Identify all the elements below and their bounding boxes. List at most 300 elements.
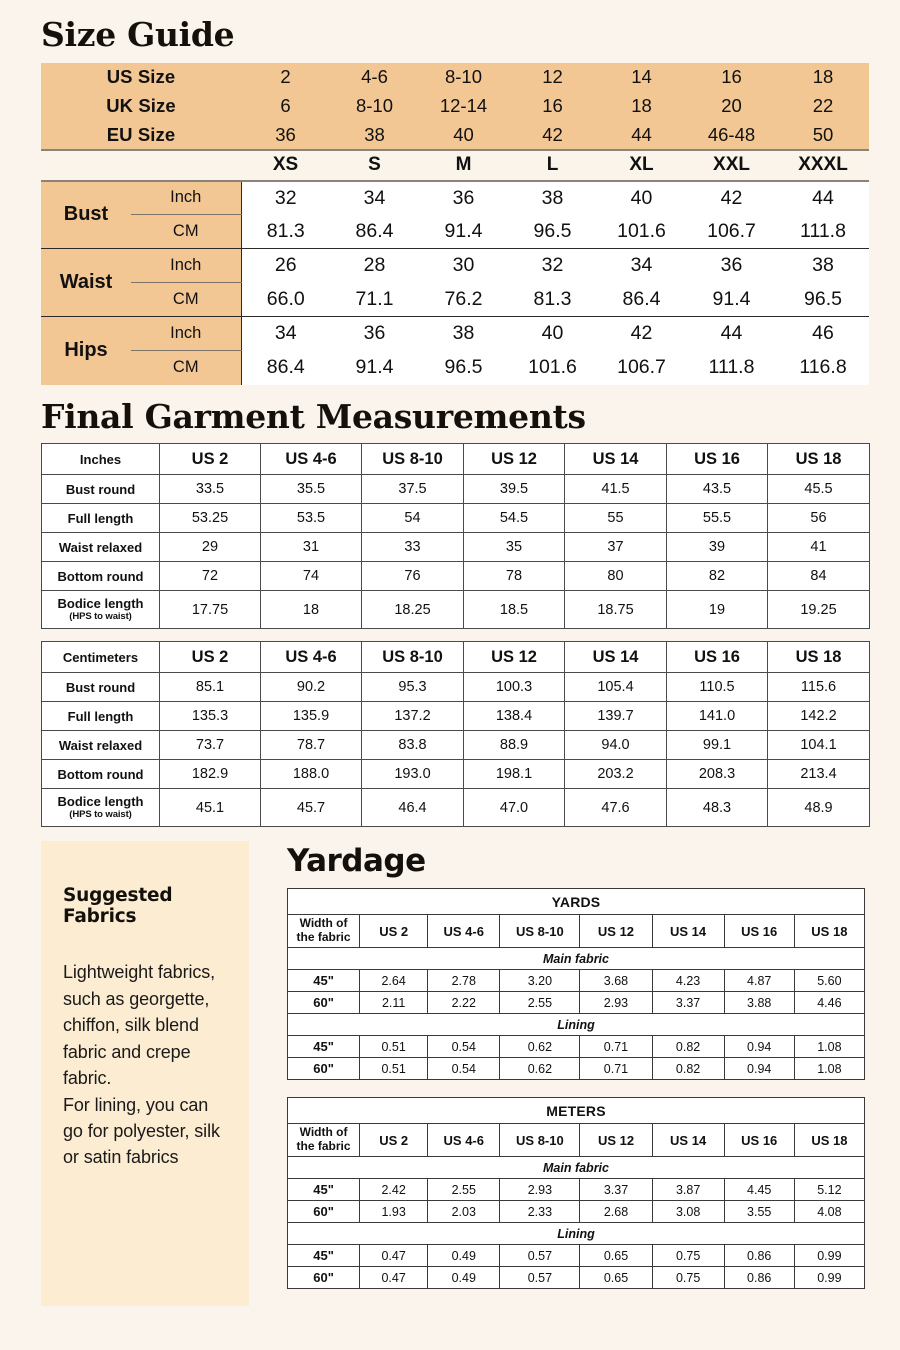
yardage-value: 0.75 (652, 1267, 724, 1289)
measurement-label: Bust (41, 181, 131, 249)
yardage-value: 3.37 (652, 992, 724, 1014)
final-garment-value-cm: 78.7 (261, 731, 362, 760)
final-garment-value-inch: 17.75 (160, 591, 261, 629)
yardage-value: 0.65 (580, 1245, 652, 1267)
measurement-value-inch: 40 (508, 317, 597, 351)
yardage-value: 3.88 (724, 992, 794, 1014)
measurement-label: Waist (41, 249, 131, 317)
final-garment-column-header: US 4-6 (261, 444, 362, 475)
final-garment-value-inch: 55 (565, 504, 667, 533)
yardage-value: 0.71 (580, 1036, 652, 1058)
yardage-table-yards (287, 888, 865, 1080)
final-garment-value-inch: 33.5 (160, 475, 261, 504)
measurement-value-inch: 36 (686, 249, 777, 283)
final-garment-value-cm: 94.0 (565, 731, 667, 760)
yardage-column-header: US 12 (580, 1124, 652, 1157)
final-garment-row-label: Bust round (42, 673, 160, 702)
measurement-value-inch: 34 (241, 317, 330, 351)
yardage-fabric-width: 60" (288, 1201, 360, 1223)
suggested-fabrics-text: Lightweight fabrics, such as georgette, chiffon, silk blend fabric and crepe fabric. For lining, you can go for polyester, silk or satin fabrics (63, 962, 220, 1168)
letter-size-row (41, 150, 869, 181)
yardage-data-row (288, 992, 865, 1014)
final-garment-unit-header: Inches (42, 444, 160, 475)
size-system-label: EU Size (41, 121, 241, 150)
letter-size-value: XXL (686, 150, 777, 181)
yardage-value: 0.86 (724, 1245, 794, 1267)
measurement-value-cm: 96.5 (777, 283, 869, 317)
yardage-value: 2.68 (580, 1201, 652, 1223)
measurement-value-cm: 86.4 (597, 283, 686, 317)
final-garment-value-cm: 104.1 (768, 731, 870, 760)
measurement-value-cm: 101.6 (508, 351, 597, 385)
measurement-value-cm: 86.4 (241, 351, 330, 385)
yardage-width-header: Width of the fabric (288, 1124, 360, 1157)
size-value: 4-6 (330, 63, 419, 92)
final-garment-row-label: Bottom round (42, 760, 160, 789)
yardage-data-row (288, 970, 865, 992)
final-garment-value-cm: 85.1 (160, 673, 261, 702)
final-garment-value-inch: 29 (160, 533, 261, 562)
final-garment-value-cm: 105.4 (565, 673, 667, 702)
yardage-banner-row (288, 889, 865, 915)
measurement-label: Hips (41, 317, 131, 385)
final-garment-value-inch: 37.5 (362, 475, 464, 504)
final-garment-value-cm: 45.1 (160, 789, 261, 827)
yardage-section-label: Lining (288, 1223, 865, 1245)
final-garment-value-cm: 141.0 (667, 702, 768, 731)
final-garment-row (42, 702, 870, 731)
yardage-value: 2.42 (360, 1179, 428, 1201)
yardage-banner-row (288, 1098, 865, 1124)
unit-label-cm: CM (131, 215, 241, 249)
yardage-value: 2.55 (428, 1179, 500, 1201)
final-garment-value-inch: 35.5 (261, 475, 362, 504)
final-garment-value-inch: 33 (362, 533, 464, 562)
size-value: 2 (241, 63, 330, 92)
unit-label-inch: Inch (131, 249, 241, 283)
yardage-fabric-width: 45" (288, 1179, 360, 1201)
final-garment-value-cm: 88.9 (464, 731, 565, 760)
final-garment-row (42, 731, 870, 760)
final-garment-value-inch: 18.25 (362, 591, 464, 629)
yardage-section-label: Main fabric (288, 948, 865, 970)
yardage-banner: YARDS (288, 889, 865, 915)
measurement-value-cm: 96.5 (508, 215, 597, 249)
yardage-value: 0.54 (428, 1036, 500, 1058)
measurement-value-inch: 38 (508, 181, 597, 215)
yardage-value: 0.75 (652, 1245, 724, 1267)
yardage-value: 0.49 (428, 1245, 500, 1267)
yardage-value: 2.78 (428, 970, 500, 992)
size-value: 8-10 (330, 92, 419, 121)
measurement-value-cm: 86.4 (330, 215, 419, 249)
final-garment-column-header: US 18 (768, 642, 870, 673)
yardage-column-header: US 2 (360, 1124, 428, 1157)
yardage-section-label: Lining (288, 1014, 865, 1036)
measurement-value-inch: 36 (330, 317, 419, 351)
size-value: 18 (597, 92, 686, 121)
yardage-value: 0.62 (500, 1036, 580, 1058)
final-garment-value-inch: 78 (464, 562, 565, 591)
yardage-value: 4.23 (652, 970, 724, 992)
final-garment-row (42, 504, 870, 533)
final-garment-value-cm: 45.7 (261, 789, 362, 827)
yardage-column-header: US 4-6 (428, 915, 500, 948)
yardage-value: 0.51 (360, 1058, 428, 1080)
final-garment-row-label: Waist relaxed (42, 731, 160, 760)
yardage-banner: METERS (288, 1098, 865, 1124)
letter-row-spacer (41, 150, 241, 181)
yardage-value: 2.93 (500, 1179, 580, 1201)
yardage-table-meters (287, 1097, 865, 1289)
final-garment-value-inch: 54 (362, 504, 464, 533)
final-garment-value-cm: 95.3 (362, 673, 464, 702)
measurement-value-inch: 28 (330, 249, 419, 283)
size-value: 14 (597, 63, 686, 92)
final-garment-row-label: Full length (42, 504, 160, 533)
bottom-section (41, 841, 865, 1306)
yardage-value: 0.54 (428, 1058, 500, 1080)
yardage-fabric-width: 60" (288, 992, 360, 1014)
yardage-fabric-width: 45" (288, 1036, 360, 1058)
final-garment-value-cm: 135.9 (261, 702, 362, 731)
final-garment-inches-table (41, 443, 870, 629)
yardage-header-row (288, 1124, 865, 1157)
final-garment-column-header: US 8-10 (362, 444, 464, 475)
unit-label-cm: CM (131, 283, 241, 317)
size-guide-row (41, 63, 869, 92)
letter-size-value: XS (241, 150, 330, 181)
yardage-data-row (288, 1179, 865, 1201)
yardage-value: 0.99 (794, 1245, 864, 1267)
measurement-row-inch (41, 249, 869, 283)
yardage-value: 0.94 (724, 1058, 794, 1080)
yardage-value: 0.49 (428, 1267, 500, 1289)
final-garment-value-inch: 53.5 (261, 504, 362, 533)
final-garment-value-cm: 115.6 (768, 673, 870, 702)
final-garment-column-header: US 12 (464, 642, 565, 673)
yardage-value: 2.55 (500, 992, 580, 1014)
final-garment-value-cm: 47.6 (565, 789, 667, 827)
measurement-value-inch: 26 (241, 249, 330, 283)
measurement-row-cm (41, 283, 869, 317)
final-garment-value-cm: 142.2 (768, 702, 870, 731)
letter-size-value: S (330, 150, 419, 181)
final-garment-column-header: US 14 (565, 642, 667, 673)
yardage-data-row (288, 1201, 865, 1223)
yardage-title: Yardage (287, 843, 426, 880)
final-garment-value-cm: 198.1 (464, 760, 565, 789)
measurement-value-inch: 32 (508, 249, 597, 283)
final-garment-value-cm: 46.4 (362, 789, 464, 827)
final-garment-header-row (42, 642, 870, 673)
letter-size-value: XL (597, 150, 686, 181)
yardage-value: 0.94 (724, 1036, 794, 1058)
measurement-value-inch: 38 (419, 317, 508, 351)
yardage-section (249, 841, 865, 1306)
final-garment-value-inch: 53.25 (160, 504, 261, 533)
yardage-value: 0.57 (500, 1245, 580, 1267)
final-garment-column-header: US 2 (160, 642, 261, 673)
final-garment-value-cm: 100.3 (464, 673, 565, 702)
final-garment-value-cm: 83.8 (362, 731, 464, 760)
yardage-value: 3.20 (500, 970, 580, 992)
final-garment-value-cm: 137.2 (362, 702, 464, 731)
final-garment-column-header: US 12 (464, 444, 565, 475)
size-value: 16 (686, 63, 777, 92)
yardage-value: 0.71 (580, 1058, 652, 1080)
final-garment-row (42, 591, 870, 629)
unit-label-cm: CM (131, 351, 241, 385)
final-garment-cm-table (41, 641, 870, 827)
yardage-value: 4.87 (724, 970, 794, 992)
yardage-value: 4.08 (794, 1201, 864, 1223)
final-garment-value-cm: 99.1 (667, 731, 768, 760)
measurement-value-cm: 91.4 (419, 215, 508, 249)
measurement-value-cm: 106.7 (597, 351, 686, 385)
final-garment-value-inch: 18.75 (565, 591, 667, 629)
final-garment-value-inch: 19 (667, 591, 768, 629)
measurement-value-cm: 111.8 (686, 351, 777, 385)
size-value: 50 (777, 121, 869, 150)
final-garment-value-inch: 41 (768, 533, 870, 562)
final-garment-value-cm: 193.0 (362, 760, 464, 789)
final-garment-value-inch: 74 (261, 562, 362, 591)
final-garment-row (42, 533, 870, 562)
yardage-value: 1.08 (794, 1058, 864, 1080)
final-garment-unit-header: Centimeters (42, 642, 160, 673)
yardage-value: 2.64 (360, 970, 428, 992)
measurement-value-cm: 76.2 (419, 283, 508, 317)
final-garment-value-cm: 182.9 (160, 760, 261, 789)
measurement-value-inch: 34 (597, 249, 686, 283)
final-garment-row (42, 789, 870, 827)
yardage-column-header: US 4-6 (428, 1124, 500, 1157)
final-garment-column-header: US 4-6 (261, 642, 362, 673)
measurement-value-cm: 111.8 (777, 215, 869, 249)
yardage-value: 4.46 (794, 992, 864, 1014)
unit-label-inch: Inch (131, 317, 241, 351)
final-garment-value-inch: 72 (160, 562, 261, 591)
final-garment-value-inch: 43.5 (667, 475, 768, 504)
yardage-fabric-width: 60" (288, 1267, 360, 1289)
yardage-column-header: US 8-10 (500, 1124, 580, 1157)
final-garment-row (42, 760, 870, 789)
final-garment-value-cm: 47.0 (464, 789, 565, 827)
size-value: 42 (508, 121, 597, 150)
yardage-section-row (288, 1157, 865, 1179)
measurement-value-cm: 96.5 (419, 351, 508, 385)
final-garment-column-header: US 8-10 (362, 642, 464, 673)
final-garment-column-header: US 16 (667, 642, 768, 673)
yardage-value: 2.11 (360, 992, 428, 1014)
yardage-value: 0.65 (580, 1267, 652, 1289)
yardage-data-row (288, 1245, 865, 1267)
final-garment-value-cm: 203.2 (565, 760, 667, 789)
measurement-value-inch: 38 (777, 249, 869, 283)
page-title: Size Guide (41, 15, 235, 54)
size-value: 38 (330, 121, 419, 150)
final-garment-value-inch: 54.5 (464, 504, 565, 533)
yardage-value: 0.57 (500, 1267, 580, 1289)
size-value: 46-48 (686, 121, 777, 150)
size-system-label: US Size (41, 63, 241, 92)
size-guide-table (41, 63, 869, 385)
yardage-fabric-width: 45" (288, 970, 360, 992)
final-garment-row-label: Bust round (42, 475, 160, 504)
final-garment-row (42, 562, 870, 591)
final-garment-value-inch: 18.5 (464, 591, 565, 629)
final-garment-value-inch: 37 (565, 533, 667, 562)
yardage-data-row (288, 1058, 865, 1080)
yardage-column-header: US 14 (652, 1124, 724, 1157)
measurement-value-inch: 42 (597, 317, 686, 351)
final-garment-row-label: Waist relaxed (42, 533, 160, 562)
final-garment-row-label: Full length (42, 702, 160, 731)
yardage-width-header: Width of the fabric (288, 915, 360, 948)
suggested-fabrics-heading: Suggested Fabrics (63, 885, 173, 928)
yardage-value: 1.93 (360, 1201, 428, 1223)
measurement-value-cm: 106.7 (686, 215, 777, 249)
final-garment-value-inch: 31 (261, 533, 362, 562)
measurement-value-cm: 91.4 (330, 351, 419, 385)
measurement-value-inch: 44 (686, 317, 777, 351)
final-garment-row-label: Bodice length (HPS to waist) (42, 789, 160, 827)
yardage-value: 3.68 (580, 970, 652, 992)
yardage-value: 3.37 (580, 1179, 652, 1201)
final-garment-value-inch: 39.5 (464, 475, 565, 504)
size-guide-row (41, 121, 869, 150)
final-garment-value-inch: 80 (565, 562, 667, 591)
measurement-value-cm: 101.6 (597, 215, 686, 249)
yardage-value: 1.08 (794, 1036, 864, 1058)
unit-label-inch: Inch (131, 181, 241, 215)
yardage-value: 5.12 (794, 1179, 864, 1201)
final-garment-row-label: Bodice length (HPS to waist) (42, 591, 160, 629)
yardage-column-header: US 12 (580, 915, 652, 948)
yardage-value: 3.08 (652, 1201, 724, 1223)
size-value: 44 (597, 121, 686, 150)
measurement-row-inch (41, 317, 869, 351)
size-value: 8-10 (419, 63, 508, 92)
yardage-column-header: US 16 (724, 1124, 794, 1157)
size-value: 36 (241, 121, 330, 150)
yardage-value: 5.60 (794, 970, 864, 992)
final-garment-value-cm: 90.2 (261, 673, 362, 702)
final-garment-value-cm: 48.3 (667, 789, 768, 827)
yardage-value: 0.51 (360, 1036, 428, 1058)
measurement-value-cm: 81.3 (241, 215, 330, 249)
final-garment-value-cm: 139.7 (565, 702, 667, 731)
final-garment-value-inch: 76 (362, 562, 464, 591)
yardage-value: 0.47 (360, 1245, 428, 1267)
yardage-section-row (288, 948, 865, 970)
yardage-fabric-width: 45" (288, 1245, 360, 1267)
measurement-value-inch: 44 (777, 181, 869, 215)
final-garment-value-cm: 213.4 (768, 760, 870, 789)
measurement-value-inch: 46 (777, 317, 869, 351)
final-garment-row-label: Bottom round (42, 562, 160, 591)
size-value: 6 (241, 92, 330, 121)
size-system-label: UK Size (41, 92, 241, 121)
size-value: 22 (777, 92, 869, 121)
measurement-value-cm: 91.4 (686, 283, 777, 317)
final-garment-value-inch: 39 (667, 533, 768, 562)
measurement-row-inch (41, 181, 869, 215)
final-garment-value-inch: 82 (667, 562, 768, 591)
yardage-column-header: US 16 (724, 915, 794, 948)
yardage-value: 2.33 (500, 1201, 580, 1223)
final-garment-value-cm: 138.4 (464, 702, 565, 731)
measurement-value-inch: 34 (330, 181, 419, 215)
final-garment-value-cm: 135.3 (160, 702, 261, 731)
measurement-value-cm: 66.0 (241, 283, 330, 317)
size-value: 40 (419, 121, 508, 150)
measurement-row-cm (41, 351, 869, 385)
yardage-tables (287, 888, 865, 1289)
letter-size-value: XXXL (777, 150, 869, 181)
final-garment-value-cm: 110.5 (667, 673, 768, 702)
size-guide-table-wrap (41, 63, 865, 385)
yardage-fabric-width: 60" (288, 1058, 360, 1080)
measurement-row-cm (41, 215, 869, 249)
final-garment-column-header: US 16 (667, 444, 768, 475)
final-garment-value-inch: 84 (768, 562, 870, 591)
yardage-value: 0.82 (652, 1036, 724, 1058)
final-garment-title: Final Garment Measurements (41, 396, 586, 436)
final-garment-header-row (42, 444, 870, 475)
final-garment-value-inch: 55.5 (667, 504, 768, 533)
size-value: 20 (686, 92, 777, 121)
measurement-value-cm: 116.8 (777, 351, 869, 385)
yardage-header-row (288, 915, 865, 948)
letter-size-value: L (508, 150, 597, 181)
yardage-value: 0.62 (500, 1058, 580, 1080)
final-garment-value-inch: 35 (464, 533, 565, 562)
final-garment-value-cm: 188.0 (261, 760, 362, 789)
yardage-value: 4.45 (724, 1179, 794, 1201)
final-garment-column-header: US 2 (160, 444, 261, 475)
final-garment-row (42, 475, 870, 504)
size-guide-row (41, 92, 869, 121)
yardage-value: 0.99 (794, 1267, 864, 1289)
suggested-fabrics-panel (41, 841, 249, 1306)
measurement-value-cm: 81.3 (508, 283, 597, 317)
yardage-section-label: Main fabric (288, 1157, 865, 1179)
yardage-value: 0.47 (360, 1267, 428, 1289)
size-value: 12 (508, 63, 597, 92)
final-garment-value-inch: 18 (261, 591, 362, 629)
measurement-value-inch: 42 (686, 181, 777, 215)
yardage-value: 3.55 (724, 1201, 794, 1223)
final-garment-value-cm: 48.9 (768, 789, 870, 827)
measurement-value-inch: 30 (419, 249, 508, 283)
table-spacer (35, 629, 865, 641)
measurement-value-inch: 36 (419, 181, 508, 215)
yardage-section-row (288, 1014, 865, 1036)
measurement-value-inch: 32 (241, 181, 330, 215)
size-value: 16 (508, 92, 597, 121)
final-garment-value-inch: 19.25 (768, 591, 870, 629)
final-garment-value-inch: 56 (768, 504, 870, 533)
yardage-value: 2.22 (428, 992, 500, 1014)
yardage-data-row (288, 1036, 865, 1058)
yardage-value: 2.03 (428, 1201, 500, 1223)
yardage-value: 0.86 (724, 1267, 794, 1289)
yardage-column-header: US 2 (360, 915, 428, 948)
yardage-column-header: US 8-10 (500, 915, 580, 948)
final-garment-column-header: US 14 (565, 444, 667, 475)
